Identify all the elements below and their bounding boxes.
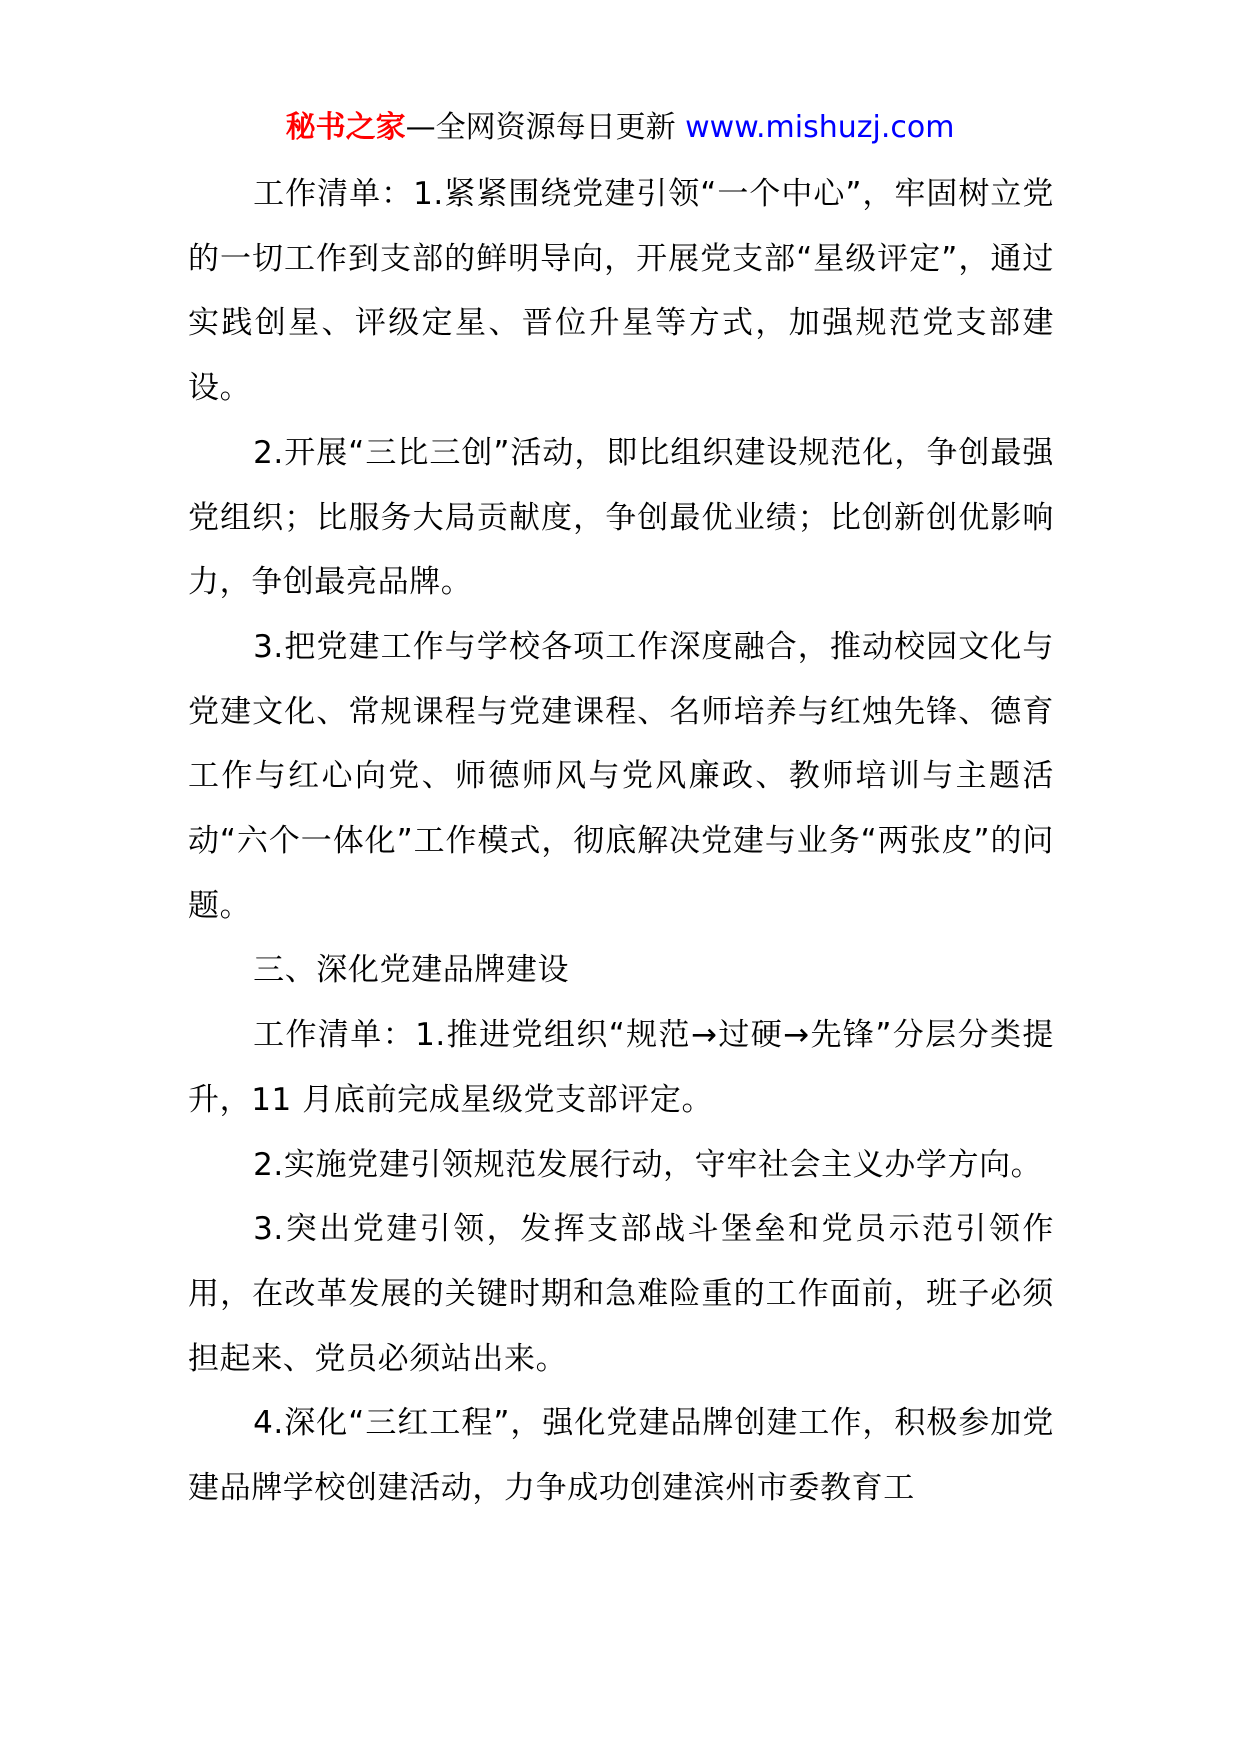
paragraph-item-3: 3.把党建工作与学校各项工作深度融合，推动校园文化与党建文化、常规课程与党建课程、名师培养与红烛先锋、德育工作与红心向党、师德师风与党风廉政、教师培训与主题活动“六个一体化”工作模式，彻底解决党建与业务“两张皮”的问题。	[188, 628, 1054, 924]
paragraph-item-4b: 4.深化“三红工程”，强化党建品牌创建工作，积极参加党建品牌学校创建活动，力争成功创建滨州市委教育工	[188, 1405, 1054, 1507]
paragraph-item-3b: 3.突出党建引领，发挥支部战斗堡垒和党员示范引领作用，在改革发展的关键时期和急难险重的工作面前，班子必须担起来、党员必须站出来。	[188, 1211, 1054, 1377]
paragraph-work-list-1: 工作清单：1.紧紧围绕党建引领“一个中心”，牢固树立党的一切工作到支部的鲜明导向，开展党支部“星级评定”，通过实践创星、评级定星、晋位升星等方式，加强规范党支部建设。	[188, 176, 1054, 407]
paragraph-work-list-2: 工作清单：1.推进党组织“规范→过硬→先锋”分层分类提升，11 月底前完成星级党支部评定。	[188, 1017, 1054, 1118]
document-body	[188, 162, 1054, 1521]
section-heading: 三、深化党建品牌建设	[253, 952, 570, 989]
site-url-link[interactable]: www.mishuzj.com	[685, 110, 955, 145]
paragraph-item-2: 2.开展“三比三创”活动，即比组织建设规范化，争创最强党组织；比服务大局贡献度，争创最优业绩；比创新创优影响力，争创最亮品牌。	[188, 434, 1054, 601]
paragraph-item-2b: 2.实施党建引领规范发展行动，守牢社会主义办学方向。	[253, 1146, 1043, 1183]
header-tagline: —全网资源每日更新	[405, 110, 676, 145]
site-header	[0, 98, 1240, 158]
brand-name: 秘书之家	[285, 110, 406, 145]
